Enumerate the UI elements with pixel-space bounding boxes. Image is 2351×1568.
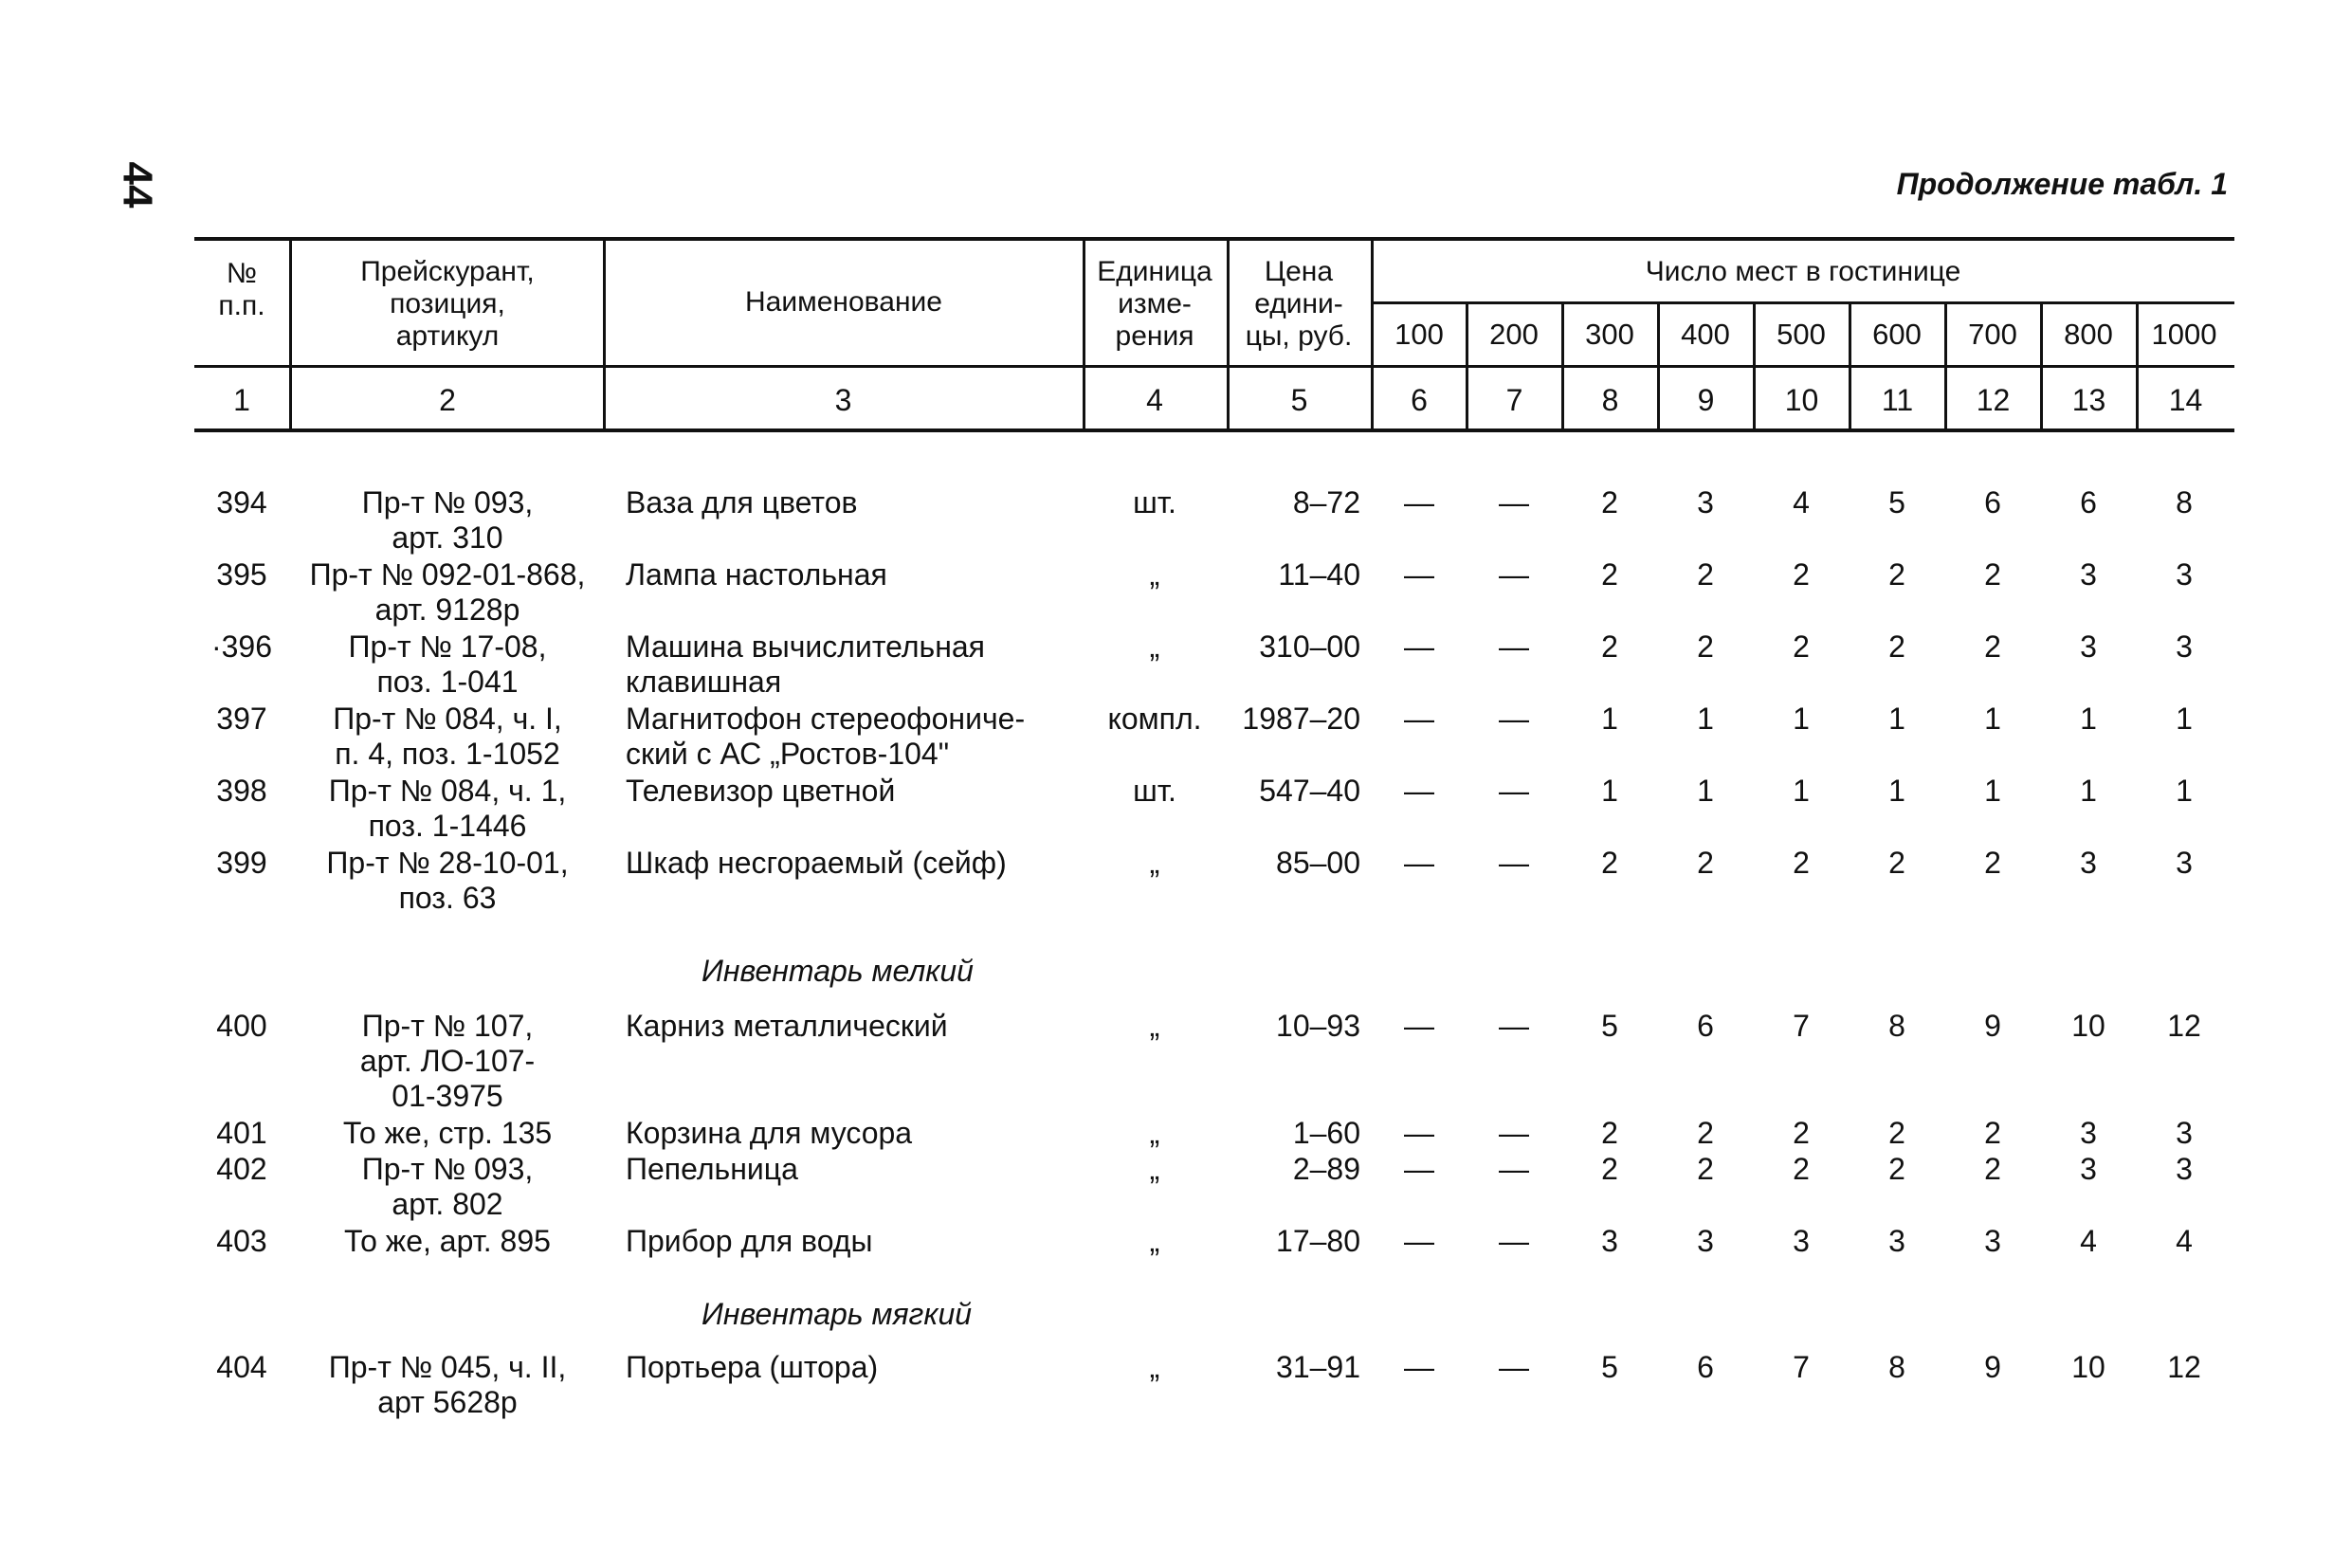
item-name-line: Шкаф несгораемый (сейф) <box>626 846 1007 880</box>
item-name-line: Машина вычислительная <box>626 629 985 664</box>
unit-price: 1–60 <box>1292 1116 1360 1150</box>
quantity-cell: — <box>1404 1116 1434 1150</box>
quantity-cell: 1 <box>1793 774 1810 808</box>
price-list-line: То же, стр. 135 <box>342 1116 553 1150</box>
quantity-cell: — <box>1404 557 1434 592</box>
quantity-cell: 1 <box>1984 774 2001 808</box>
price-list-line: поз. 1-041 <box>376 665 519 699</box>
row-number: 403 <box>216 1224 267 1258</box>
quantity-cell: 9 <box>1984 1350 2001 1384</box>
header-capacity-5: 600 <box>1872 318 1922 351</box>
quantity-cell: — <box>1404 1350 1434 1384</box>
row-number: ·396 <box>210 629 273 664</box>
quantity-cell: 5 <box>1601 1350 1618 1384</box>
quantity-cell: — <box>1499 1152 1529 1186</box>
quantity-cell: 6 <box>1984 485 2001 520</box>
quantity-cell: — <box>1404 702 1434 736</box>
price-list-ref <box>291 557 604 628</box>
header-capacity-6: 700 <box>1968 318 2017 351</box>
item-name <box>626 1350 1062 1385</box>
item-name-line: Корзина для мусора <box>626 1116 913 1150</box>
quantity-cell: 5 <box>1888 485 1905 520</box>
item-name-line: Ваза для цветов <box>626 485 858 520</box>
quantity-cell: — <box>1404 1009 1434 1043</box>
quantity-cell: — <box>1404 846 1434 880</box>
item-name <box>626 1009 1062 1044</box>
quantity-cell: 6 <box>1697 1350 1714 1384</box>
unit-of-measure: „ <box>1149 1224 1160 1258</box>
unit-price: 1987–20 <box>1242 702 1360 736</box>
quantity-cell: 2 <box>1984 1116 2001 1150</box>
quantity-cell: 3 <box>2176 1152 2193 1186</box>
header-capacity-2: 300 <box>1585 318 1634 351</box>
header-top-rule <box>194 237 2234 241</box>
quantity-cell: 2 <box>1793 1116 1810 1150</box>
quantity-cell: 3 <box>1697 485 1714 520</box>
unit-price: 17–80 <box>1276 1224 1360 1258</box>
quantity-cell: 8 <box>1888 1350 1905 1384</box>
unit-of-measure: „ <box>1149 557 1160 592</box>
row-number: 398 <box>216 774 267 808</box>
quantity-cell: 1 <box>2176 702 2193 736</box>
header-unit-price: Цена едини- цы, руб. <box>1245 256 1353 352</box>
quantity-cell: 2 <box>1888 629 1905 664</box>
price-list-ref <box>291 485 604 556</box>
header-capacity-8: 1000 <box>2151 318 2217 351</box>
price-list-line: Пр-т № 084, ч. 1, <box>328 774 567 808</box>
row-number: 401 <box>216 1116 267 1150</box>
header-num: № п.п. <box>218 258 265 321</box>
unit-of-measure: „ <box>1149 1350 1160 1384</box>
quantity-cell: 2 <box>1601 1116 1618 1150</box>
item-name-line: Портьера (штора) <box>626 1350 879 1384</box>
price-list-ref <box>291 629 604 700</box>
unit-of-measure: „ <box>1149 1152 1160 1186</box>
price-list-line: 01-3975 <box>392 1079 503 1113</box>
quantity-cell: 3 <box>1888 1224 1905 1258</box>
section-heading: Инвентарь мягкий <box>702 1297 973 1331</box>
price-list-line: Пр-т № 107, <box>361 1009 534 1043</box>
price-list-line: п. 4, поз. 1-1052 <box>335 737 560 771</box>
quantity-cell: 7 <box>1793 1009 1810 1043</box>
quantity-cell: — <box>1404 1224 1434 1258</box>
header-group-rule <box>1372 301 2234 304</box>
price-list-line: Пр-т № 093, <box>361 1152 534 1186</box>
column-number-14: 14 <box>2168 383 2203 417</box>
quantity-cell: 12 <box>2167 1350 2201 1384</box>
price-list-line: арт. 9128р <box>374 593 520 627</box>
quantity-cell: 3 <box>2176 629 2193 664</box>
row-number: 397 <box>216 702 267 736</box>
item-name-line: Карниз металлический <box>626 1009 948 1043</box>
item-name-line: Лампа настольная <box>626 557 887 592</box>
unit-of-measure: „ <box>1149 1116 1160 1150</box>
item-name <box>626 774 1062 809</box>
price-list-line: Пр-т № 092-01-868, <box>309 557 586 592</box>
item-name-line: клавишная <box>626 665 782 699</box>
quantity-cell: 12 <box>2167 1009 2201 1043</box>
quantity-cell: 1 <box>1697 774 1714 808</box>
section-heading: Инвентарь мелкий <box>702 954 974 988</box>
quantity-cell: 3 <box>2176 846 2193 880</box>
quantity-cell: 1 <box>1888 774 1905 808</box>
header-capacity-4: 500 <box>1777 318 1826 351</box>
item-name <box>626 702 1062 772</box>
column-number-4: 4 <box>1146 383 1163 417</box>
header-name: Наименование <box>745 286 942 318</box>
unit-of-measure: „ <box>1149 629 1160 664</box>
quantity-cell: 2 <box>1793 629 1810 664</box>
item-name-line: Прибор для воды <box>626 1224 873 1258</box>
item-name <box>626 1224 1062 1259</box>
quantity-cell: — <box>1499 846 1529 880</box>
quantity-cell: 2 <box>1601 629 1618 664</box>
column-number-5: 5 <box>1290 383 1308 417</box>
column-number-8: 8 <box>1601 383 1619 417</box>
quantity-cell: 3 <box>1793 1224 1810 1258</box>
unit-price: 10–93 <box>1276 1009 1360 1043</box>
quantity-cell: 3 <box>2080 1152 2097 1186</box>
table-continuation-label: Продолжение табл. 1 <box>1896 167 2228 201</box>
quantity-cell: 1 <box>2176 774 2193 808</box>
quantity-cell: 2 <box>1984 1152 2001 1186</box>
item-name <box>626 1116 1062 1151</box>
quantity-cell: 4 <box>1793 485 1810 520</box>
price-list-line: поз. 63 <box>398 881 497 915</box>
header-bottom-rule <box>194 365 2234 368</box>
header-capacity-0: 100 <box>1394 318 1444 351</box>
price-list-line: арт 5628р <box>377 1385 518 1419</box>
quantity-cell: 1 <box>1697 702 1714 736</box>
price-list-line: арт. 802 <box>392 1187 503 1221</box>
column-number-rule <box>194 428 2234 432</box>
price-list-ref <box>291 1009 604 1114</box>
quantity-cell: 1 <box>2080 774 2097 808</box>
quantity-cell: 2 <box>1793 557 1810 592</box>
price-list-ref <box>291 1224 604 1259</box>
price-list-ref <box>291 846 604 916</box>
quantity-cell: 4 <box>2080 1224 2097 1258</box>
quantity-cell: 3 <box>2176 1116 2193 1150</box>
price-list-ref <box>291 1116 604 1151</box>
item-name <box>626 629 1062 700</box>
row-number: 399 <box>216 846 267 880</box>
quantity-cell: 2 <box>1601 557 1618 592</box>
unit-price: 31–91 <box>1276 1350 1360 1384</box>
item-name <box>626 557 1062 593</box>
page-number: 44 <box>114 161 161 209</box>
quantity-cell: 1 <box>1793 702 1810 736</box>
price-list-line: Пр-т № 28-10-01, <box>326 846 569 880</box>
unit-price: 310–00 <box>1259 629 1360 664</box>
quantity-cell: 2 <box>1697 557 1714 592</box>
quantity-cell: 2 <box>1601 485 1618 520</box>
column-number-9: 9 <box>1697 383 1715 417</box>
item-name <box>626 1152 1062 1187</box>
quantity-cell: — <box>1499 1009 1529 1043</box>
quantity-cell: — <box>1499 485 1529 520</box>
quantity-cell: 3 <box>1601 1224 1618 1258</box>
column-number-2: 2 <box>439 383 456 417</box>
unit-of-measure: „ <box>1149 846 1160 880</box>
quantity-cell: 2 <box>1888 846 1905 880</box>
header-capacity-group: Число мест в гостинице <box>1645 256 1961 287</box>
quantity-cell: 3 <box>1984 1224 2001 1258</box>
quantity-cell: 2 <box>1601 1152 1618 1186</box>
price-list-ref <box>291 702 604 772</box>
quantity-cell: — <box>1404 485 1434 520</box>
quantity-cell: 2 <box>1984 629 2001 664</box>
row-number: 395 <box>216 557 267 592</box>
unit-of-measure: шт. <box>1133 774 1176 808</box>
quantity-cell: — <box>1499 557 1529 592</box>
item-name-line: Магнитофон стереофониче- <box>626 702 1026 736</box>
header-unit: Единица изме- рения <box>1097 256 1212 352</box>
quantity-cell: 2 <box>1601 846 1618 880</box>
quantity-cell: 2 <box>1888 557 1905 592</box>
column-number-3: 3 <box>834 383 852 417</box>
price-list-ref <box>291 774 604 844</box>
price-list-ref <box>291 1350 604 1420</box>
column-number-13: 13 <box>2071 383 2106 417</box>
quantity-cell: 1 <box>2080 702 2097 736</box>
column-number-10: 10 <box>1784 383 1819 417</box>
quantity-cell: 7 <box>1793 1350 1810 1384</box>
quantity-cell: — <box>1499 702 1529 736</box>
quantity-cell: — <box>1404 629 1434 664</box>
column-number-11: 11 <box>1881 383 1914 417</box>
quantity-cell: 6 <box>1697 1009 1714 1043</box>
unit-price: 11–40 <box>1278 557 1360 592</box>
quantity-cell: — <box>1499 1350 1529 1384</box>
unit-price: 8–72 <box>1292 485 1360 520</box>
price-list-line: Пр-т № 17-08, <box>348 629 547 664</box>
quantity-cell: 2 <box>1984 846 2001 880</box>
quantity-cell: 2 <box>1793 1152 1810 1186</box>
row-number: 402 <box>216 1152 267 1186</box>
item-name-line: ский с АС „Ростов-104" <box>626 737 950 771</box>
quantity-cell: 5 <box>1601 1009 1618 1043</box>
quantity-cell: 1 <box>1888 702 1905 736</box>
header-capacity-1: 200 <box>1489 318 1539 351</box>
quantity-cell: 3 <box>2176 557 2193 592</box>
quantity-cell: — <box>1404 774 1434 808</box>
header-capacity-7: 800 <box>2064 318 2113 351</box>
price-list-line: арт. ЛО-107- <box>359 1044 536 1078</box>
quantity-cell: — <box>1499 629 1529 664</box>
quantity-cell: 1 <box>1984 702 2001 736</box>
quantity-cell: — <box>1499 1116 1529 1150</box>
quantity-cell: 2 <box>1697 1152 1714 1186</box>
column-number-7: 7 <box>1505 383 1523 417</box>
quantity-cell: — <box>1404 1152 1434 1186</box>
price-list-line: поз. 1-1446 <box>368 809 527 843</box>
quantity-cell: 9 <box>1984 1009 2001 1043</box>
row-number: 400 <box>216 1009 267 1043</box>
price-list-line: Пр-т № 084, ч. I, <box>333 702 562 736</box>
unit-of-measure: „ <box>1149 1009 1160 1043</box>
price-list-line: арт. 310 <box>392 520 503 555</box>
column-number-1: 1 <box>233 383 250 417</box>
quantity-cell: 2 <box>1697 1116 1714 1150</box>
item-name <box>626 846 1062 881</box>
header-price-list: Прейскурант, позиция, артикул <box>360 256 535 352</box>
item-name-line: Пепельница <box>626 1152 798 1186</box>
quantity-cell: 3 <box>2080 629 2097 664</box>
quantity-cell: 3 <box>2080 557 2097 592</box>
quantity-cell: 8 <box>1888 1009 1905 1043</box>
quantity-cell: 2 <box>1793 846 1810 880</box>
unit-of-measure: шт. <box>1133 485 1176 520</box>
quantity-cell: — <box>1499 774 1529 808</box>
price-list-ref <box>291 1152 604 1222</box>
quantity-cell: 4 <box>2176 1224 2193 1258</box>
quantity-cell: 1 <box>1601 702 1618 736</box>
row-number: 404 <box>216 1350 267 1384</box>
unit-of-measure: компл. <box>1107 702 1202 736</box>
quantity-cell: 10 <box>2071 1350 2105 1384</box>
header-capacity-3: 400 <box>1681 318 1730 351</box>
quantity-cell: 10 <box>2071 1009 2105 1043</box>
row-number: 394 <box>216 485 267 520</box>
price-list-line: Пр-т № 093, <box>361 485 534 520</box>
quantity-cell: 2 <box>1888 1152 1905 1186</box>
unit-price: 85–00 <box>1276 846 1360 880</box>
quantity-cell: 1 <box>1601 774 1618 808</box>
column-number-6: 6 <box>1411 383 1428 417</box>
quantity-cell: — <box>1499 1224 1529 1258</box>
column-number-12: 12 <box>1976 383 2011 417</box>
item-name <box>626 485 1062 520</box>
quantity-cell: 3 <box>1697 1224 1714 1258</box>
quantity-cell: 3 <box>2080 846 2097 880</box>
quantity-cell: 2 <box>1984 557 2001 592</box>
unit-price: 547–40 <box>1259 774 1360 808</box>
quantity-cell: 8 <box>2176 485 2193 520</box>
unit-price: 2–89 <box>1292 1152 1360 1186</box>
quantity-cell: 6 <box>2080 485 2097 520</box>
quantity-cell: 2 <box>1697 846 1714 880</box>
quantity-cell: 2 <box>1888 1116 1905 1150</box>
quantity-cell: 3 <box>2080 1116 2097 1150</box>
price-list-line: То же, арт. 895 <box>344 1224 551 1258</box>
item-name-line: Телевизор цветной <box>626 774 896 808</box>
price-list-line: Пр-т № 045, ч. II, <box>328 1350 567 1384</box>
quantity-cell: 2 <box>1697 629 1714 664</box>
